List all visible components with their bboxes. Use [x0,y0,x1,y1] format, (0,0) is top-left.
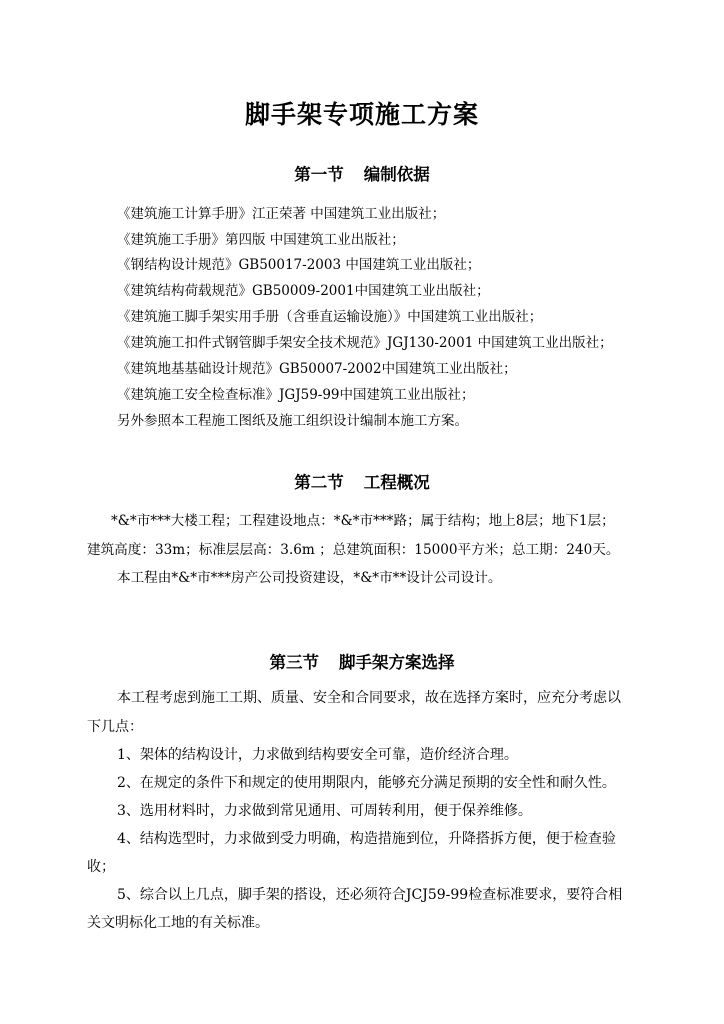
reference-line: 《建筑结构荷载规范》GB50009-2001中国建筑工业出版社； [117,283,490,299]
document-title: 脚手架专项施工方案 [244,100,479,129]
section-1-title: 编制依据 [363,165,430,184]
reference-line: 《建筑施工计算手册》江正荣著 中国建筑工业出版社； [117,206,446,222]
section-3-heading [0,649,724,673]
list-item: 2、在规定的条件下和规定的使用期限内，能够充分满足预期的安全性和耐久性。 [117,775,616,791]
list-item-continuation: 收； [87,859,115,875]
list-item: 5、综合以上几点，脚手架的搭设，还必须符合JCJ59-99检查标准要求，要符合相 [117,887,623,903]
reference-line: 《建筑施工安全检查标准》JGJ59-99中国建筑工业出版社； [117,387,475,403]
overview-line: 本工程由*&*市***房产公司投资建设，*&*市**设计公司设计。 [117,570,502,586]
reference-line: 《建筑施工手册》第四版 中国建筑工业出版社； [117,232,405,248]
list-item: 4、结构选型时，力求做到受力明确，构造措施到位，升降搭拆方便，便于检查验 [117,831,616,847]
paragraph-line: 下几点： [87,719,143,735]
overview-line: *&*市***大楼工程；工程建设地点：*&*市***路；属于结构；地上8层；地下1层； [111,513,615,529]
section-3-number: 第三节 [269,653,319,672]
section-2-title: 工程概况 [363,473,430,492]
list-item: 1、架体的结构设计，力求做到结构要安全可靠，造价经济合理。 [117,747,518,763]
reference-line: 《建筑施工脚手架实用手册（含垂直运输设施）》中国建筑工业出版社； [117,309,543,325]
reference-line: 《钢结构设计规范》GB50017-2003 中国建筑工业出版社； [117,257,481,273]
reference-line: 《建筑地基基础设计规范》GB50007-2002中国建筑工业出版社； [117,361,517,377]
section-3-title: 脚手架方案选择 [339,653,455,672]
section-1-heading [0,161,724,185]
section-1-number: 第一节 [294,165,344,184]
section-2-number: 第二节 [294,473,344,492]
reference-note: 另外参照本工程施工图纸及施工组织设计编制本施工方案。 [117,413,468,429]
overview-line: 建筑高度：33m；标准层层高：3.6m ；总建筑面积：15000平方米；总工期：240天。 [87,542,620,558]
list-item-continuation: 关文明标化工地的有关标准。 [87,915,269,931]
list-item: 3、选用材料时，力求做到常见通用、可周转利用，便于保养维修。 [117,803,532,819]
reference-line: 《建筑施工扣件式钢管脚手架安全技术规范》JGJ130-2001 中国建筑工业出版社； [117,335,613,351]
paragraph-line: 本工程考虑到施工工期、质量、安全和合同要求，故在选择方案时，应充分考虑以 [117,690,621,706]
section-2-heading [0,469,724,493]
